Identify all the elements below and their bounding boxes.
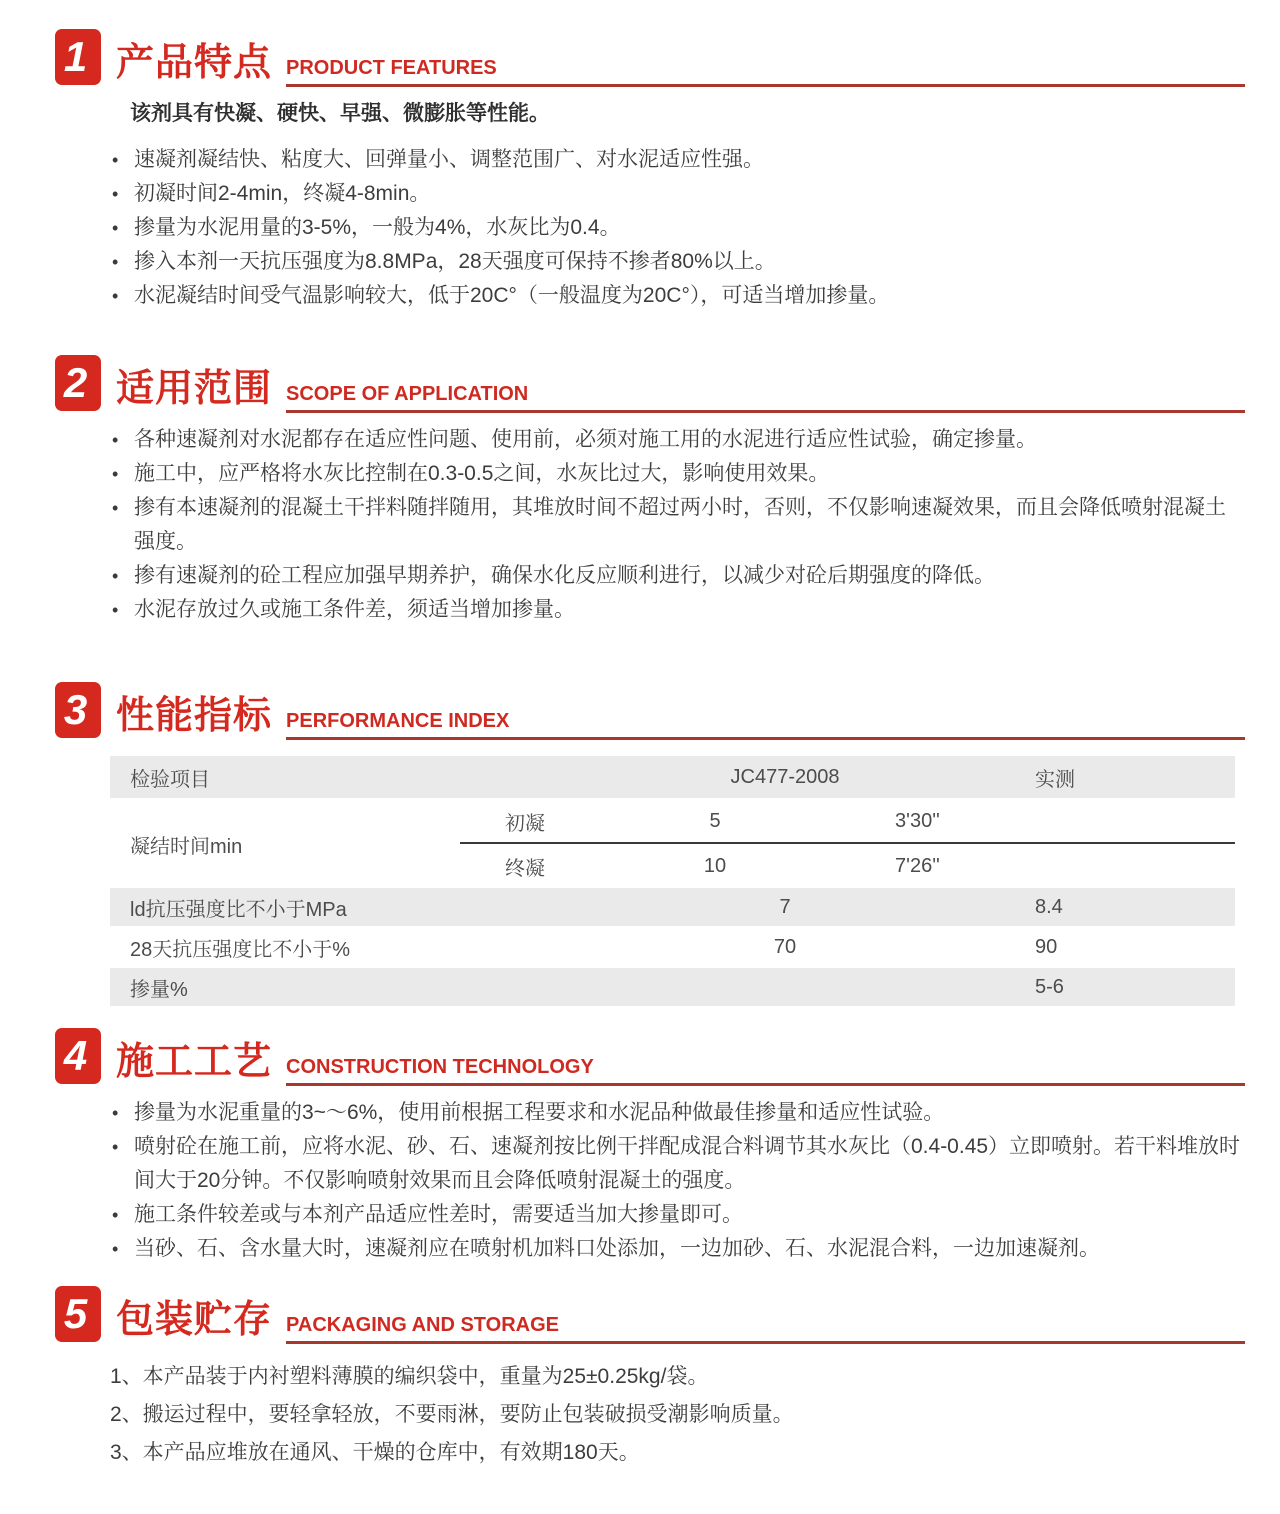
features-intro: 该剂具有快凝、硬快、早强、微膨胀等性能。 [130,102,550,125]
row-standard-value: 7 [779,895,791,918]
section-number: 4 [63,1032,88,1079]
section-2-underline [286,383,1245,413]
bullet-item: • 掺有速凝剂的砼工程应加强早期养护，确保水化反应顺利进行，以减少对砼后期强度的降低。 [110,559,1245,593]
row-measured-value: 5-6 [1035,975,1064,998]
bullet-item: • 掺有本速凝剂的混凝土干拌料随拌随用，其堆放时间不超过两小时，否则，不仅影响速凝效果，而且会降低喷射混凝土强度。 [110,491,1245,559]
table-row-dosage [110,968,1235,1008]
numbered-item: 3、本产品应堆放在通风、干燥的仓库中，有效期180天。 [110,1441,640,1464]
section-1-underline [286,57,1245,87]
section-number: 3 [63,686,88,733]
section-1-header [55,25,1245,85]
scope-bullet-list [110,423,1245,627]
bullet-item: • 速凝剂凝结快、粘度大、回弹量小、调整范围广、对水泥适应性强。 [110,143,1245,177]
row-measured-value: 90 [1035,935,1058,958]
bullet-item: • 各种速凝剂对水泥都存在适应性问题、使用前，必须对施工用的水泥进行适应性试验，确定掺量。 [110,423,1245,457]
bullet-item: • 初凝时间2-4min，终凝4-8min。 [110,177,1245,211]
table-row-setting-time [110,800,1235,888]
section-3-title-en: PERFORMANCE INDEX [286,710,510,732]
bullet-item: • 掺量为水泥用量的3-5%，一般为4%，水灰比为0.4。 [110,211,1245,245]
section-performance-index [55,678,1245,1008]
section-number: 1 [63,33,88,80]
section-construction-technology [55,1024,1245,1266]
table-row-28d-strength [110,928,1235,968]
section-4-title-zh: 施工工艺 [116,1041,273,1083]
subrow-standard-value: 10 [703,854,727,877]
bullet-item: • 当砂、石、含水量大时，速凝剂应在喷射机加料口处添加，一边加砂、石、水泥混合料，一边加速凝剂。 [110,1232,1245,1266]
row-standard-value: 70 [773,935,797,958]
subrow-standard-value: 5 [709,809,721,832]
section-3-title-zh: 性能指标 [116,695,273,737]
setting-time-subrows [460,800,1235,888]
setting-time-label: 凝结时间min [130,835,243,858]
features-bullet-list [110,143,1245,313]
subrow-name: 初凝 [505,812,545,835]
subrow-final-setting [460,844,1235,888]
section-2-number-badge [55,355,101,411]
row-label: ld抗压强度比不小于MPa [130,898,347,921]
bullet-item: • 施工中，应严格将水灰比控制在0.3-0.5之间，水灰比过大，影响使用效果。 [110,457,1245,491]
table-header-standard: JC477-2008 [730,765,840,788]
bullet-item: • 水泥凝结时间受气温影响较大，低于20C°（一般温度为20C°），可适当增加掺量。 [110,279,1245,313]
subrow-name: 终凝 [505,857,545,880]
row-measured-value: 8.4 [1035,895,1063,918]
section-4-title-en: CONSTRUCTION TECHNOLOGY [286,1056,594,1078]
numbered-item: 1、本产品装于内衬塑料薄膜的编织袋中，重量为25±0.25kg/袋。 [110,1365,709,1388]
table-header-row [110,756,1235,800]
construction-bullet-list [110,1096,1245,1266]
section-1-title-en: PRODUCT FEATURES [286,57,497,79]
table-header-item: 检验项目 [130,768,210,791]
section-3-header [55,678,1245,738]
subrow-measured-value: 7'26'' [895,854,940,877]
section-number: 2 [63,359,88,406]
section-3-underline [286,710,1245,740]
bullet-item: • 水泥存放过久或施工条件差，须适当增加掺量。 [110,593,1245,627]
section-5-underline [286,1314,1245,1344]
section-1-number-badge [55,29,101,85]
section-number: 5 [63,1290,88,1337]
section-5-header [55,1282,1245,1342]
row-label: 掺量% [130,978,188,1001]
bullet-item: • 喷射砼在施工前，应将水泥、砂、石、速凝剂按比例干拌配成混合料调节其水灰比（0.4-0.45）立即喷射。若干料堆放时间大于20分钟。不仅影响喷射效果而且会降低喷射混凝土的强度。 [110,1130,1245,1198]
section-5-title-zh: 包装贮存 [116,1299,273,1341]
section-2-header [55,351,1245,411]
subrow-initial-setting [460,800,1235,844]
section-5-title-en: PACKAGING AND STORAGE [286,1314,559,1336]
subrow-measured-value: 3'30'' [895,809,940,832]
section-product-features [55,25,1245,313]
table-header-measured: 实测 [1035,768,1075,791]
section-1-title-zh: 产品特点 [116,42,273,84]
row-label: 28天抗压强度比不小于% [130,938,351,961]
bullet-item: • 施工条件较差或与本剂产品适应性差时，需要适当加大掺量即可。 [110,1198,1245,1232]
section-4-underline [286,1056,1245,1086]
table-row-1d-strength [110,888,1235,928]
performance-table [110,756,1235,1008]
section-5-number-badge [55,1286,101,1342]
section-2-title-zh: 适用范围 [116,368,273,410]
section-4-number-badge [55,1028,101,1084]
section-scope-of-application [55,351,1245,627]
bullet-item: • 掺量为水泥重量的3~～6%，使用前根据工程要求和水泥品种做最佳掺量和适应性试验。 [110,1096,1245,1130]
bullet-item: • 掺入本剂一天抗压强度为8.8MPa，28天强度可保持不掺者80%以上。 [110,245,1245,279]
section-4-header [55,1024,1245,1084]
section-3-number-badge [55,682,101,738]
packaging-item-list [110,1358,1245,1472]
section-packaging-storage [55,1282,1245,1472]
section-2-title-en: SCOPE OF APPLICATION [286,383,529,405]
numbered-item: 2、搬运过程中，要轻拿轻放，不要雨淋，要防止包装破损受潮影响质量。 [110,1403,794,1426]
